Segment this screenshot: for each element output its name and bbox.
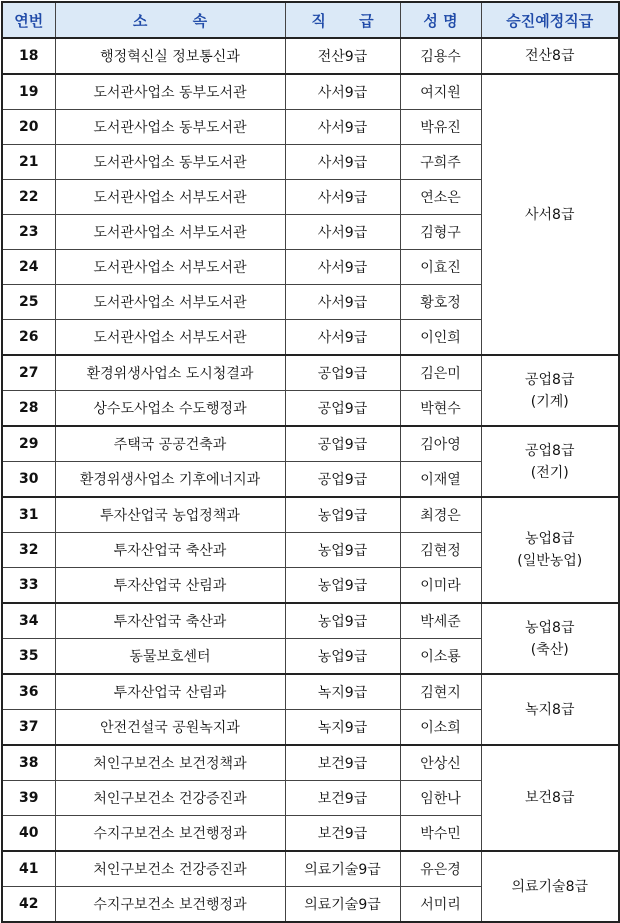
row-grade: 공업9급 bbox=[285, 355, 400, 391]
row-department: 행정혁신실 정보통신과 bbox=[55, 38, 285, 74]
row-number: 27 bbox=[2, 355, 55, 391]
row-name: 최경은 bbox=[400, 497, 481, 533]
row-department: 수지구보건소 보건행정과 bbox=[55, 887, 285, 923]
row-department: 처인구보건소 보건정책과 bbox=[55, 745, 285, 781]
row-grade: 공업9급 bbox=[285, 391, 400, 427]
row-department: 도서관사업소 서부도서관 bbox=[55, 180, 285, 215]
row-number: 28 bbox=[2, 391, 55, 427]
row-department: 상수도사업소 수도행정과 bbox=[55, 391, 285, 427]
row-grade: 사서9급 bbox=[285, 285, 400, 320]
table-row bbox=[2, 74, 619, 110]
row-number: 23 bbox=[2, 215, 55, 250]
row-name: 김용수 bbox=[400, 38, 481, 74]
row-grade: 사서9급 bbox=[285, 215, 400, 250]
row-name: 임한나 bbox=[400, 781, 481, 816]
row-department: 투자산업국 산림과 bbox=[55, 568, 285, 604]
header-row bbox=[2, 2, 619, 38]
row-name: 이소희 bbox=[400, 710, 481, 746]
row-name: 박현수 bbox=[400, 391, 481, 427]
row-name: 김현정 bbox=[400, 533, 481, 568]
row-name: 김은미 bbox=[400, 355, 481, 391]
row-number: 29 bbox=[2, 426, 55, 462]
table-row bbox=[2, 603, 619, 639]
row-department: 환경위생사업소 도시청결과 bbox=[55, 355, 285, 391]
promotion-grade-cell: 녹지8급 bbox=[481, 674, 619, 745]
table-row bbox=[2, 426, 619, 462]
row-department: 도서관사업소 서부도서관 bbox=[55, 320, 285, 356]
row-department: 주택국 공공건축과 bbox=[55, 426, 285, 462]
row-name: 여지원 bbox=[400, 74, 481, 110]
promotion-grade-cell: 농업8급 (일반농업) bbox=[481, 497, 619, 603]
row-name: 황호정 bbox=[400, 285, 481, 320]
row-number: 26 bbox=[2, 320, 55, 356]
row-department: 도서관사업소 서부도서관 bbox=[55, 285, 285, 320]
table-row bbox=[2, 745, 619, 781]
row-name: 박세준 bbox=[400, 603, 481, 639]
row-grade: 농업9급 bbox=[285, 497, 400, 533]
row-grade: 보건9급 bbox=[285, 745, 400, 781]
row-department: 투자산업국 농업정책과 bbox=[55, 497, 285, 533]
row-number: 31 bbox=[2, 497, 55, 533]
row-grade: 사서9급 bbox=[285, 110, 400, 145]
promotion-grade-cell: 농업8급 (축산) bbox=[481, 603, 619, 674]
row-grade: 농업9급 bbox=[285, 568, 400, 604]
row-number: 40 bbox=[2, 816, 55, 852]
row-name: 이소룡 bbox=[400, 639, 481, 675]
header-no: 연번 bbox=[2, 2, 55, 38]
promotion-table-container bbox=[1, 1, 618, 923]
row-name: 서미리 bbox=[400, 887, 481, 923]
row-number: 22 bbox=[2, 180, 55, 215]
row-number: 36 bbox=[2, 674, 55, 710]
row-number: 18 bbox=[2, 38, 55, 74]
table-row bbox=[2, 674, 619, 710]
row-department: 안전건설국 공원녹지과 bbox=[55, 710, 285, 746]
promotion-grade-cell: 보건8급 bbox=[481, 745, 619, 851]
row-name: 김아영 bbox=[400, 426, 481, 462]
row-grade: 농업9급 bbox=[285, 533, 400, 568]
row-grade: 사서9급 bbox=[285, 74, 400, 110]
row-name: 김현지 bbox=[400, 674, 481, 710]
row-grade: 사서9급 bbox=[285, 250, 400, 285]
row-department: 도서관사업소 서부도서관 bbox=[55, 215, 285, 250]
table-row bbox=[2, 851, 619, 887]
row-name: 안상신 bbox=[400, 745, 481, 781]
row-name: 이인희 bbox=[400, 320, 481, 356]
row-name: 유은경 bbox=[400, 851, 481, 887]
row-department: 수지구보건소 보건행정과 bbox=[55, 816, 285, 852]
row-name: 박유진 bbox=[400, 110, 481, 145]
row-grade: 농업9급 bbox=[285, 603, 400, 639]
table-row bbox=[2, 38, 619, 74]
row-grade: 사서9급 bbox=[285, 145, 400, 180]
header-grade: 직 급 bbox=[285, 2, 400, 38]
row-grade: 농업9급 bbox=[285, 639, 400, 675]
row-grade: 의료기술9급 bbox=[285, 887, 400, 923]
row-name: 연소은 bbox=[400, 180, 481, 215]
row-number: 25 bbox=[2, 285, 55, 320]
row-grade: 녹지9급 bbox=[285, 710, 400, 746]
row-name: 이미라 bbox=[400, 568, 481, 604]
row-grade: 사서9급 bbox=[285, 180, 400, 215]
row-department: 투자산업국 산림과 bbox=[55, 674, 285, 710]
promotion-grade-cell: 공업8급 (전기) bbox=[481, 426, 619, 497]
row-department: 도서관사업소 동부도서관 bbox=[55, 74, 285, 110]
promotion-table bbox=[1, 1, 620, 923]
row-number: 20 bbox=[2, 110, 55, 145]
promotion-grade-cell: 사서8급 bbox=[481, 74, 619, 355]
row-grade: 사서9급 bbox=[285, 320, 400, 356]
header-dept: 소 속 bbox=[55, 2, 285, 38]
row-department: 도서관사업소 서부도서관 bbox=[55, 250, 285, 285]
row-department: 투자산업국 축산과 bbox=[55, 603, 285, 639]
promotion-grade-cell: 공업8급 (기계) bbox=[481, 355, 619, 426]
row-number: 35 bbox=[2, 639, 55, 675]
header-promotion-grade: 승진예정직급 bbox=[481, 2, 619, 38]
promotion-grade-cell: 전산8급 bbox=[481, 38, 619, 74]
row-number: 32 bbox=[2, 533, 55, 568]
row-name: 이재열 bbox=[400, 462, 481, 498]
header-name: 성 명 bbox=[400, 2, 481, 38]
row-grade: 보건9급 bbox=[285, 781, 400, 816]
promotion-grade-cell: 의료기술8급 bbox=[481, 851, 619, 922]
row-department: 환경위생사업소 기후에너지과 bbox=[55, 462, 285, 498]
row-number: 39 bbox=[2, 781, 55, 816]
row-number: 37 bbox=[2, 710, 55, 746]
row-department: 도서관사업소 동부도서관 bbox=[55, 145, 285, 180]
table-row bbox=[2, 497, 619, 533]
row-number: 24 bbox=[2, 250, 55, 285]
row-name: 구희주 bbox=[400, 145, 481, 180]
row-grade: 보건9급 bbox=[285, 816, 400, 852]
row-department: 도서관사업소 동부도서관 bbox=[55, 110, 285, 145]
row-number: 42 bbox=[2, 887, 55, 923]
row-number: 19 bbox=[2, 74, 55, 110]
row-department: 동물보호센터 bbox=[55, 639, 285, 675]
row-number: 34 bbox=[2, 603, 55, 639]
row-grade: 공업9급 bbox=[285, 462, 400, 498]
row-grade: 전산9급 bbox=[285, 38, 400, 74]
row-number: 30 bbox=[2, 462, 55, 498]
row-department: 투자산업국 축산과 bbox=[55, 533, 285, 568]
row-grade: 공업9급 bbox=[285, 426, 400, 462]
row-number: 38 bbox=[2, 745, 55, 781]
row-number: 21 bbox=[2, 145, 55, 180]
table-row bbox=[2, 355, 619, 391]
row-grade: 의료기술9급 bbox=[285, 851, 400, 887]
row-number: 33 bbox=[2, 568, 55, 604]
row-name: 박수민 bbox=[400, 816, 481, 852]
row-grade: 녹지9급 bbox=[285, 674, 400, 710]
row-number: 41 bbox=[2, 851, 55, 887]
table-body bbox=[2, 38, 619, 922]
row-name: 이효진 bbox=[400, 250, 481, 285]
row-name: 김형구 bbox=[400, 215, 481, 250]
row-department: 처인구보건소 건강증진과 bbox=[55, 781, 285, 816]
row-department: 처인구보건소 건강증진과 bbox=[55, 851, 285, 887]
